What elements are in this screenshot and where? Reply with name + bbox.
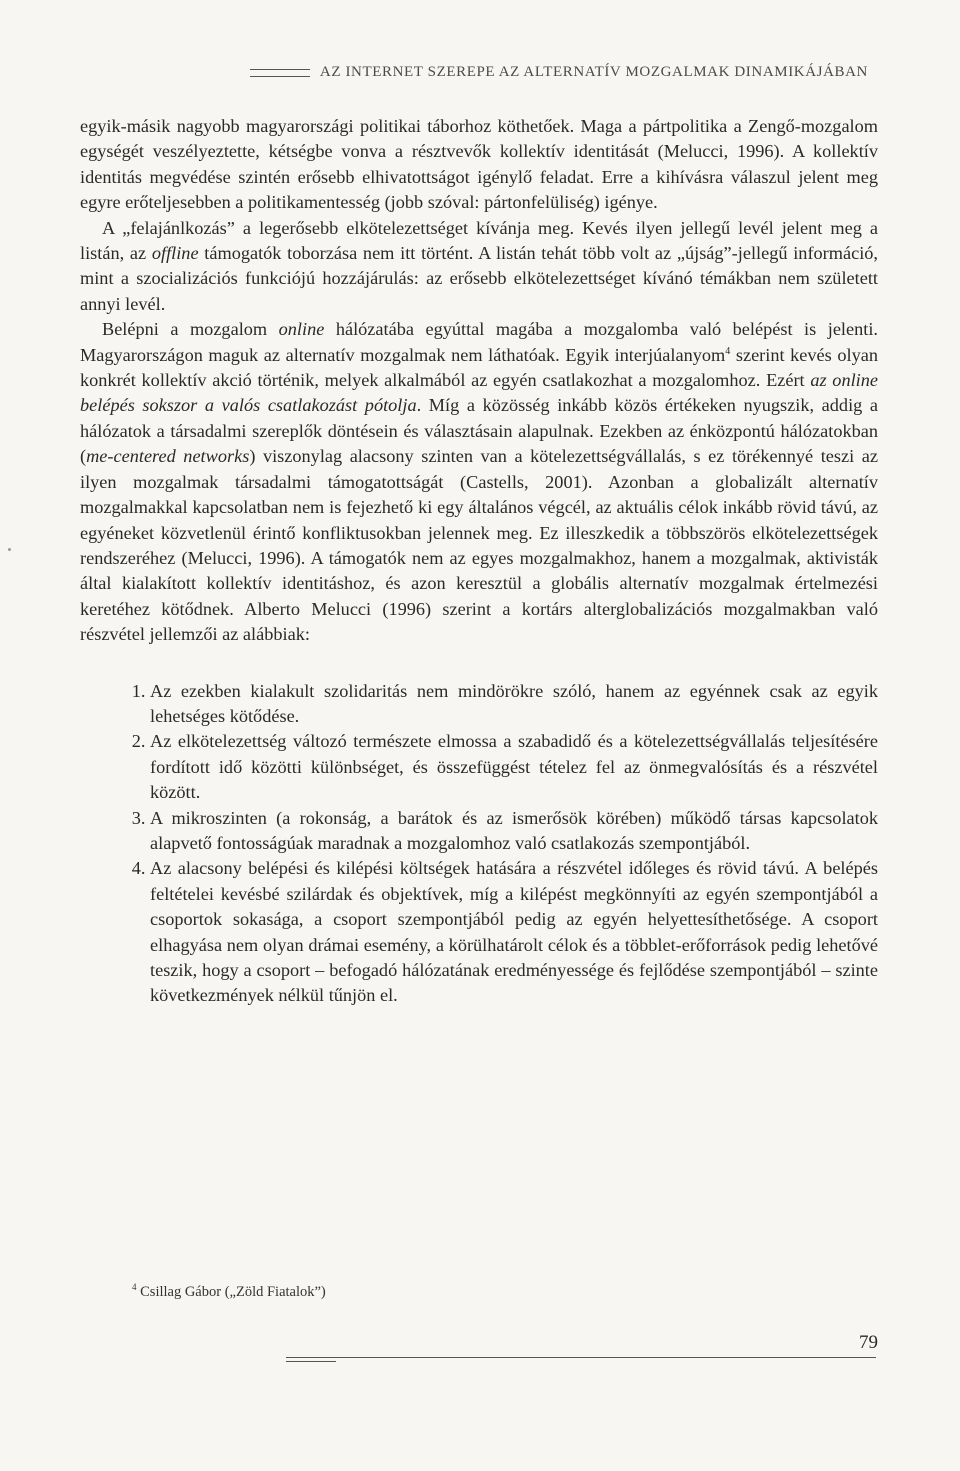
footer-rule-short: [286, 1361, 336, 1362]
paragraph-3-text-b: hálózatába egyúttal magába a mozgalomba való belépést is jelenti. Magyarországon maguk az alternatív mozgalmak nem láthatóak. Egyik interjúalanyom: [80, 319, 878, 365]
page-number: 79: [859, 1332, 878, 1353]
paragraph-2: [80, 216, 878, 318]
paragraph-3-text-c: szerint kevés olyan konkrét kollektív akció történik, melyek alkalmából az egyén csatlakozhat a mozgalomhoz. Ezért: [80, 344, 878, 391]
body-text: [80, 114, 878, 1009]
paragraph-3-text-d: . Míg a közösség inkább közös értékeken nyugszik, addig a hálózatok a társadalmi szereplők döntésein és választásain alapulnak. Ezekben az énközpontú hálózatokban (: [80, 395, 879, 467]
paragraph-3-text-e: ) viszonylag alacsony szinten van a kötelezettségvállalás, s ez törékennyé teszi az ilyen mozgalmak társadalmi támogatottságát (Castells, 2001). Azonban a globalizált alternatív mozgalmakkal kapcsolatban nem is fejezhető ki egy általános végcél, az aktuális célok inkább rövid távú, az egyéneket közvetlenül érintő konfliktusokban jelennek meg. Ez illeszkedik a többszörös elkötelezettségek rendszeréhez (Melucci, 1996). A támogatók nem az egyes mozgalmakhoz, hanem a mozgalmak, aktivisták által kialakított kollektív identitáshoz, és azon keresztül a globális alternatív mozgalmak értelmezési keretéhez kötődnek. Alberto Melucci (1996) szerint a kortárs alterglobalizációs mozgalmakban való részvétel jellemzői az alábbiak:: [80, 446, 878, 645]
footnote-text: Csillag Gábor („Zöld Fiatalok”): [140, 1284, 326, 1300]
italic-emphasis: az online belépés sokszor a valós csatlakozást pótolja: [80, 370, 878, 416]
running-title: AZ INTERNET SZEREPE AZ ALTERNATÍV MOZGALMAK DINAMIKÁJÁBAN: [319, 64, 868, 80]
italic-online: online: [278, 319, 325, 340]
italic-offline: offline: [151, 243, 199, 264]
footnote-ref: 4: [725, 345, 731, 357]
paragraph-3: [80, 317, 878, 647]
footnote: [132, 1284, 326, 1301]
paragraph-1: egyik-másik nagyobb magyarországi politikai táborhoz köthetőek. Maga a pártpolitika a Zengő-mozgalom egységét veszélyeztette, kétségbe vonva a résztvevők kollektív identitását (Melucci, 1996). A kollektív identitás megvédése szintén erősebb elhivatottságot igénylő feladat. Erre a kihívásra válaszul jelent meg egyre erőteljesebben a politikamentesség (jobb szóval: pártonfelüliség) igénye.: [80, 116, 878, 213]
italic-me-centered: me-centered networks: [86, 446, 250, 467]
list-item: 4. Az alacsony belépési és kilépési költségek hatására a részvétel időleges és rövid távú. A belépés feltételei kevésbé szilárdak és objektívek, míg a kilépést megkönnyíti az egyén szempontjából a csoportok sokasága, a csoport szempontjából pedig az egyén helyettesíthetősége. A csoport elhagyása nem olyan drámai esemény, a körülhatárolt célok és a többlet-erőforrások pedig lehetővé teszik, hogy a csoport – befogadó hálózatának eredményessége és fejlődése szempontjából – szinte következmények nélkül tűnjön el.: [150, 856, 878, 1008]
list-item: 1. Az ezekben kialakult szolidaritás nem mindörökre szóló, hanem az egyénnek csak az egyik lehetséges kötődése.: [150, 679, 878, 730]
paragraph-2-text-a: A „felajánlkozás” a legerősebb elkötelezettséget kívánja meg. Kevés ilyen jellegű levél jelent meg a listán, az: [80, 217, 878, 264]
running-header: [150, 64, 868, 81]
numbered-list: [80, 679, 878, 1009]
list-item: 2. Az elkötelezettség változó természete elmossa a szabadidő és a kötelezettségvállalás teljesítésére fordított idő közötti különbséget, és összefüggést tételez fel az önmegvalósítás és a részvétel között.: [150, 729, 878, 805]
scan-speck: [8, 548, 11, 551]
footnote-number: 4: [132, 1282, 137, 1293]
paragraph-2-text-b: támogatók toborzása nem itt történt. A listán tehát több volt az „újság”-jellegű információ, mint a szocializációs funkciójú hozzájárulás: az erősebb elkötelezettséget kívánó témákban nem született annyi levél.: [80, 243, 879, 314]
footer-rule: [286, 1357, 876, 1358]
paragraph-3-text-a: Belépni a mozgalom: [102, 319, 279, 340]
header-rule: [250, 69, 310, 77]
list-item: 3. A mikroszinten (a rokonság, a barátok és az ismerősök körében) működő társas kapcsolatok alapvető fontosságúak maradnak a mozgalomhoz való csatlakozás szempontjából.: [150, 806, 878, 857]
